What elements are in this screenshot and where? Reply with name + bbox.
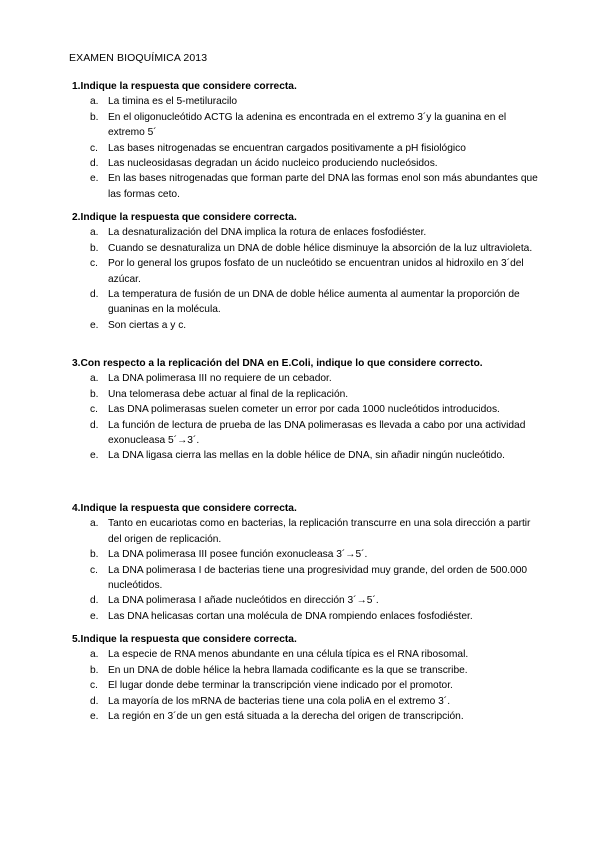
question-4: [72, 501, 542, 624]
option-item: [72, 709, 542, 724]
option-text: Las bases nitrogenadas se encuentran cargados positivamente a pH fisiológico: [108, 142, 466, 154]
option-letter: e.: [90, 610, 99, 622]
question-number: 1.: [72, 81, 81, 92]
question-number: 5.: [72, 634, 81, 645]
question-5: [72, 632, 542, 724]
option-letter: d.: [90, 158, 99, 170]
question-number: 4.: [72, 503, 81, 514]
option-text: Las nucleosidasas degradan un ácido nucleico produciendo nucleósidos.: [108, 158, 438, 170]
option-letter: a.: [90, 373, 99, 385]
option-text: La desnaturalización del DNA implica la rotura de enlaces fosfodiéster.: [108, 227, 427, 239]
option-item: [72, 678, 542, 693]
question-text: Indique la respuesta que considere correcta.: [80, 81, 297, 92]
option-item: [72, 171, 542, 202]
question-text: Indique la respuesta que considere correcta.: [80, 503, 297, 514]
option-letter: d.: [90, 289, 99, 301]
option-letter: d.: [90, 419, 99, 431]
option-item: [72, 287, 542, 318]
option-item: [72, 94, 542, 109]
option-letter: b.: [90, 242, 99, 254]
option-item: [72, 516, 542, 547]
option-text: La DNA polimerasa III posee función exonucleasa 3´→5´.: [108, 549, 368, 561]
option-item: [72, 318, 542, 333]
option-list: [72, 225, 542, 333]
option-item: [72, 663, 542, 678]
option-item: [72, 593, 542, 608]
option-letter: a.: [90, 96, 99, 108]
question-1: [72, 79, 542, 202]
option-text: La función de lectura de prueba de las DNA polimerasas es llevada a cabo por una actividad exonucleasa 5´→3´.: [108, 419, 526, 447]
option-item: [72, 141, 542, 156]
option-item: [72, 647, 542, 662]
option-text: Son ciertas a y c.: [108, 319, 187, 331]
option-letter: c.: [90, 142, 98, 154]
option-letter: c.: [90, 404, 98, 416]
option-text: La DNA polimerasa I de bacterias tiene una progresividad muy grande, del orden de 500.000 nucleótidos.: [108, 564, 528, 592]
option-item: [72, 547, 542, 562]
option-text: En las bases nitrogenadas que forman parte del DNA las formas enol son más abundantes que las formas ceto.: [108, 173, 538, 200]
option-text: La timina es el 5-metiluracilo: [108, 96, 238, 108]
option-item: [72, 156, 542, 171]
option-text: En un DNA de doble hélice la hebra llamada codificante es la que se transcribe.: [108, 664, 468, 676]
option-item: [72, 609, 542, 624]
document-title: EXAMEN BIOQUÍMICA 2013: [69, 52, 208, 64]
option-text: Una telomerasa debe actuar al final de la replicación.: [108, 388, 349, 400]
option-item: [72, 563, 542, 594]
option-text: Cuando se desnaturaliza un DNA de doble hélice disminuye la absorción de la luz ultravioleta.: [108, 242, 533, 254]
option-letter: e.: [90, 711, 99, 723]
question-text: Indique la respuesta que considere correcta.: [80, 212, 297, 223]
option-letter: b.: [90, 549, 99, 561]
option-text: Tanto en eucariotas como en bacterias, la replicación transcurre en una sola dirección a partir del origen de replicación.: [108, 518, 531, 545]
option-item: [72, 418, 542, 449]
option-text: Las DNA polimerasas suelen cometer un error por cada 1000 nucleótidos introducidos.: [108, 404, 500, 416]
option-item: [72, 371, 542, 386]
question-heading: [72, 79, 542, 94]
option-item: [72, 448, 542, 463]
question-number: 3.: [72, 358, 81, 369]
option-text: Por lo general los grupos fosfato de un nucleótido se encuentran unidos al hidroxilo en 3´del azúcar.: [108, 258, 524, 285]
question-text: Indique la respuesta que considere correcta.: [80, 634, 297, 645]
option-text: La temperatura de fusión de un DNA de doble hélice aumenta al aumentar la proporción de guaninas en la molécula.: [108, 289, 520, 316]
question-2: [72, 210, 542, 333]
option-item: [72, 256, 542, 287]
option-letter: c.: [90, 680, 98, 692]
option-letter: b.: [90, 111, 99, 123]
option-item: [72, 694, 542, 709]
option-text: La DNA ligasa cierra las mellas en la doble hélice de DNA, sin añadir ningún nucleótido.: [108, 450, 505, 462]
option-letter: b.: [90, 664, 99, 676]
question-heading: [72, 356, 542, 371]
option-text: La DNA polimerasa I añade nucleótidos en dirección 3´→5´.: [108, 595, 379, 607]
option-letter: b.: [90, 388, 99, 400]
option-item: [72, 110, 542, 141]
option-text: La DNA polimerasa III no requiere de un cebador.: [108, 373, 332, 385]
option-text: El lugar donde debe terminar la transcripción viene indicado por el promotor.: [108, 680, 453, 692]
question-heading: [72, 501, 542, 516]
option-text: Las DNA helicasas cortan una molécula de DNA rompiendo enlaces fosfodiéster.: [108, 610, 473, 622]
option-list: [72, 371, 542, 463]
option-letter: a.: [90, 227, 99, 239]
option-text: La mayoría de los mRNA de bacterias tiene una cola poliA en el extremo 3´.: [108, 695, 451, 707]
question-number: 2.: [72, 212, 81, 223]
option-list: [72, 94, 542, 202]
option-letter: a.: [90, 518, 99, 530]
option-letter: e.: [90, 173, 99, 185]
option-item: [72, 241, 542, 256]
option-letter: d.: [90, 595, 99, 607]
option-list: [72, 516, 542, 624]
option-letter: d.: [90, 695, 99, 707]
option-text: La especie de RNA menos abundante en una célula típica es el RNA ribosomal.: [108, 649, 469, 661]
question-3: [72, 356, 542, 464]
option-item: [72, 225, 542, 240]
option-text: En el oligonucleótido ACTG la adenina es encontrada en el extremo 3´y la guanina en el extremo 5´: [108, 111, 507, 139]
question-text: Con respecto a la replicación del DNA en E.Coli, indique lo que considere correcto.: [80, 358, 483, 369]
option-list: [72, 647, 542, 724]
option-letter: e.: [90, 319, 99, 331]
option-text: La región en 3´de un gen está situada a la derecha del origen de transcripción.: [108, 711, 464, 723]
option-item: [72, 387, 542, 402]
question-heading: [72, 210, 542, 225]
option-letter: a.: [90, 649, 99, 661]
option-letter: c.: [90, 564, 98, 576]
option-item: [72, 402, 542, 417]
option-letter: c.: [90, 258, 98, 270]
option-letter: e.: [90, 450, 99, 462]
question-heading: [72, 632, 542, 647]
